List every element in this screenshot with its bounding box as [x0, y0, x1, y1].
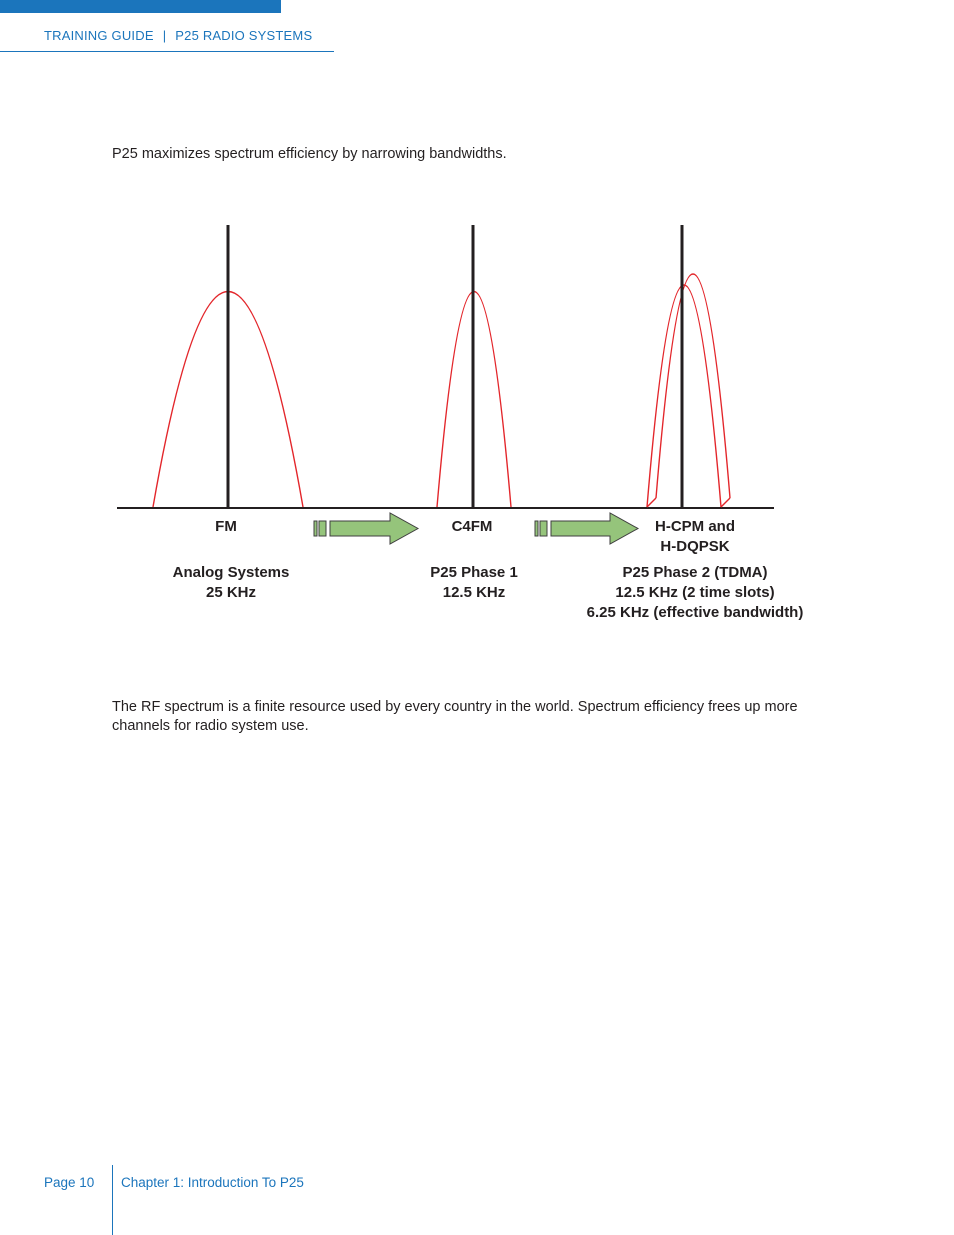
- bandwidth-diagram: [0, 200, 954, 640]
- hcpm-label: [630, 517, 760, 557]
- analog-systems-line2: 25 KHz: [205, 584, 257, 601]
- tdma-slot-join-left: [647, 498, 656, 507]
- analog-systems-line1: Analog Systems: [172, 564, 290, 581]
- header-accent-bar: [0, 0, 281, 13]
- progression-arrow-1: [314, 513, 418, 544]
- hcpm-label-line1: H-CPM and: [655, 518, 735, 535]
- tdma-slot2-curve: [656, 274, 730, 498]
- fm-label: FM: [215, 518, 237, 535]
- phase2-line3: 6.25 KHz (effective bandwidth): [586, 604, 804, 621]
- hcpm-label-line2: H-DQPSK: [660, 538, 730, 555]
- c4fm-label: C4FM: [451, 518, 493, 535]
- phase1-line2: 12.5 KHz: [442, 584, 506, 601]
- header-rule: [0, 51, 334, 52]
- phase1-label: [399, 563, 549, 603]
- intro-text: P25 maximizes spectrum efficiency by narrowing bandwidths.: [112, 146, 507, 162]
- phase2-line2: 12.5 KHz (2 time slots): [615, 584, 775, 601]
- header-separator: |: [162, 28, 167, 43]
- progression-arrow-2: [535, 513, 638, 544]
- running-header: [44, 28, 312, 43]
- body-paragraph: The RF spectrum is a finite resource used by every country in the world. Spectrum efficiency frees up more channels for radio system use.: [112, 699, 798, 734]
- footer-chapter-title: Chapter 1: Introduction To P25: [121, 1175, 304, 1190]
- footer-page-number: Page 10: [44, 1175, 95, 1190]
- phase2-label: [565, 563, 825, 623]
- header-guide: TRAINING GUIDE: [44, 28, 154, 43]
- phase1-line1: P25 Phase 1: [430, 564, 518, 581]
- tdma-slot-join-right: [721, 498, 730, 507]
- header-system: P25 RADIO SYSTEMS: [175, 28, 313, 43]
- analog-systems-label: [151, 563, 311, 603]
- phase2-line1: P25 Phase 2 (TDMA): [622, 564, 768, 581]
- footer-divider: [112, 1165, 113, 1235]
